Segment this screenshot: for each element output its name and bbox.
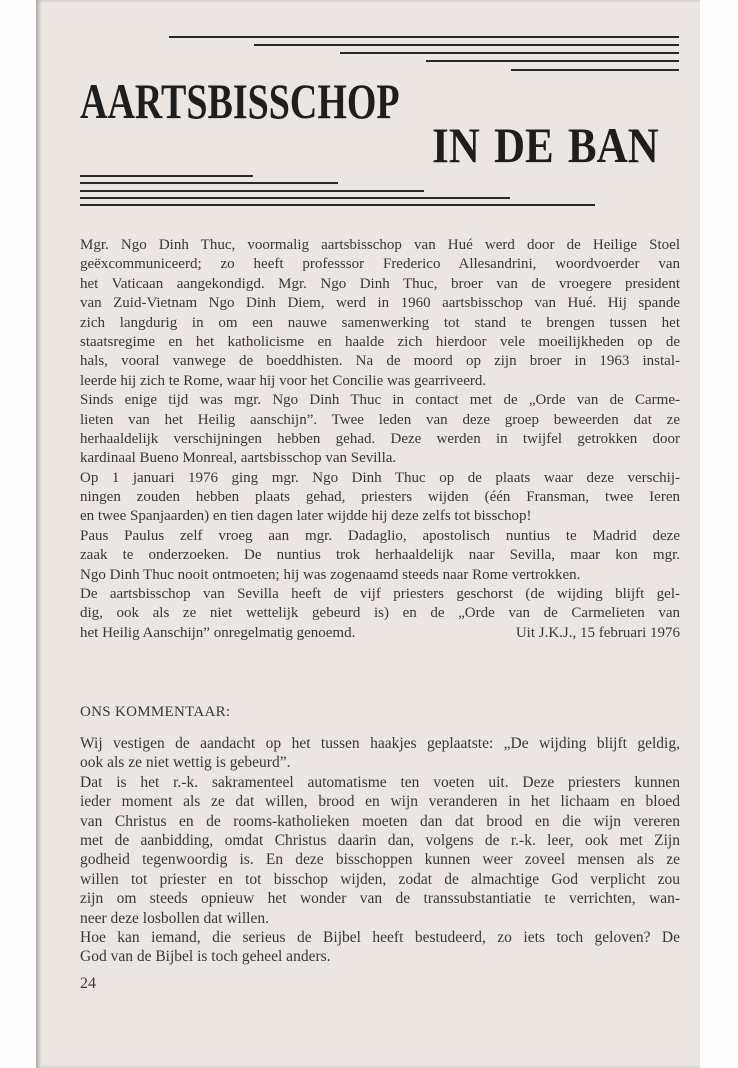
title-line-1: AARTSBISSCHOP	[80, 73, 400, 129]
text-line: lieten van het Heilig aanschijn”. Twee leden van deze groep beweerden dat ze	[80, 411, 680, 428]
article-body	[80, 236, 680, 643]
text-line: Op 1 januari 1976 ging mgr. Ngo Dinh Thuc op de plaats waar deze verschij-	[80, 469, 680, 486]
text-line: Paus Paulus zelf vroeg aan mgr. Dadaglio, apostolisch nuntius te Madrid deze	[80, 527, 680, 544]
text-line: staatsregime en het katholicisme en haalde zich hierdoor vele moeilijkheden op de	[80, 333, 680, 350]
text-line: ook als ze niet wettig is gebeurd”.	[80, 754, 291, 772]
text-line: zaak te onderzoeken. De nuntius trok herhaaldelijk naar Sevilla, maar kon mgr.	[80, 547, 680, 564]
decorative-rule	[511, 69, 679, 71]
text-line: dig, ook als ze niet wettelijk gebeurd is) en de „Orde van de Carmelieten van	[80, 605, 680, 622]
document-page	[36, 0, 700, 1068]
text-line: De aartsbisschop van Sevilla heeft de vijf priesters geschorst (de wijding blijft gel-	[80, 586, 680, 603]
text-line: met de aanbidding, omdat Christus daarin dan, volgens de r.-k. leer, ook met Zijn	[80, 831, 680, 849]
text-line: Ngo Dinh Thuc nooit ontmoeten; hij was zogenaamd steeds naar Rome vertrokken.	[80, 566, 581, 583]
text-line: willen tot priester en tot bisschop wijden, zodat de almachtige God verplicht zou	[80, 870, 680, 888]
decorative-rule	[80, 204, 595, 206]
final-line: het Heilig Aanschijn” onregelmatig genoemd.	[80, 624, 356, 641]
decorative-rule	[340, 52, 679, 54]
decorative-rule	[80, 197, 510, 199]
text-line: ieder moment als ze dat willen, brood en wijn veranderen in het lichaam en bloed	[80, 793, 680, 811]
text-line: God van de Bijbel is toch geheel anders.	[80, 948, 331, 966]
text-line: ningen zouden hebben plaats gehad, priesters wijden (één Fransman, twee Ieren	[80, 489, 680, 506]
text-line: Wij vestigen de aandacht op het tussen haakjes geplaatste: „De wijding blijft geldig,	[80, 735, 680, 752]
text-line: van Christus en de rooms-katholieken moeten dan dat brood en die wijn vereren	[80, 812, 680, 830]
page-number: 24	[80, 975, 96, 992]
text-line: van Zuid-Vietnam Ngo Dinh Diem, werd in 1960 aartsbisschop van Hué. Hij spande	[80, 295, 680, 312]
decorative-rule	[426, 60, 679, 62]
text-line: het Vaticaan aangekondigd. Mgr. Ngo Dinh Thuc, broer van de vroegere president	[80, 275, 680, 292]
text-line: zich langdurig in om een nauwe samenwerking tot stand te brengen tussen het	[80, 314, 680, 331]
decorative-rule	[254, 44, 679, 46]
text-line: zijn om steeds opnieuw het wonder van de transsubstantiatie te verrichten, wan-	[80, 890, 680, 908]
text-line: geëxcommuniceerd; zo heeft professsor Frederico Allesandrini, woordvoerder van	[80, 256, 680, 273]
text-line: Mgr. Ngo Dinh Thuc, voormalig aartsbisschop van Hué werd door de Heilige Stoel	[80, 237, 680, 253]
text-line: leerde hij zich te Rome, waar hij voor het Concilie was gearriveerd.	[80, 372, 487, 389]
decorative-rule	[169, 36, 679, 38]
text-line: Hoe kan iemand, die serieus de Bijbel heeft bestudeerd, zo iets toch geloven? De	[80, 928, 680, 946]
text-line	[80, 624, 680, 643]
decorative-rule	[80, 175, 253, 177]
commentary-heading: ONS KOMMENTAAR:	[80, 704, 231, 720]
text-line: hals, vooral vanwege de boeddhisten. Na de moord op zijn broer in 1963 instal-	[80, 353, 680, 370]
text-line: Sinds enige tijd was mgr. Ngo Dinh Thuc in contact met de „Orde van de Carme-	[80, 392, 680, 409]
title-line-2: IN DE BAN	[432, 117, 659, 173]
text-line: kardinaal Bueno Monreal, aartsbisschop van Sevilla.	[80, 450, 397, 467]
commentary-body	[80, 734, 680, 967]
text-line: godheid tegenwoordig is. En deze bisschoppen kunnen weer zoveel mensen als ze	[80, 851, 680, 869]
text-line: en twee Spanjaarden) en tien dagen later wijdde hij deze zelfs tot bisschop!	[80, 508, 532, 525]
decorative-rule	[80, 182, 338, 184]
text-line: Dat is het r.-k. sakramenteel automatisme ten voeten uit. Deze priesters kunnen	[80, 773, 680, 791]
text-line: neer deze losbollen dat willen.	[80, 909, 269, 927]
text-line: herhaaldelijk verschijningen hebben gehad. Deze werden in twijfel getrokken door	[80, 430, 680, 447]
source-citation: Uit J.K.J., 15 februari 1976	[515, 624, 680, 641]
decorative-rule	[80, 190, 424, 192]
